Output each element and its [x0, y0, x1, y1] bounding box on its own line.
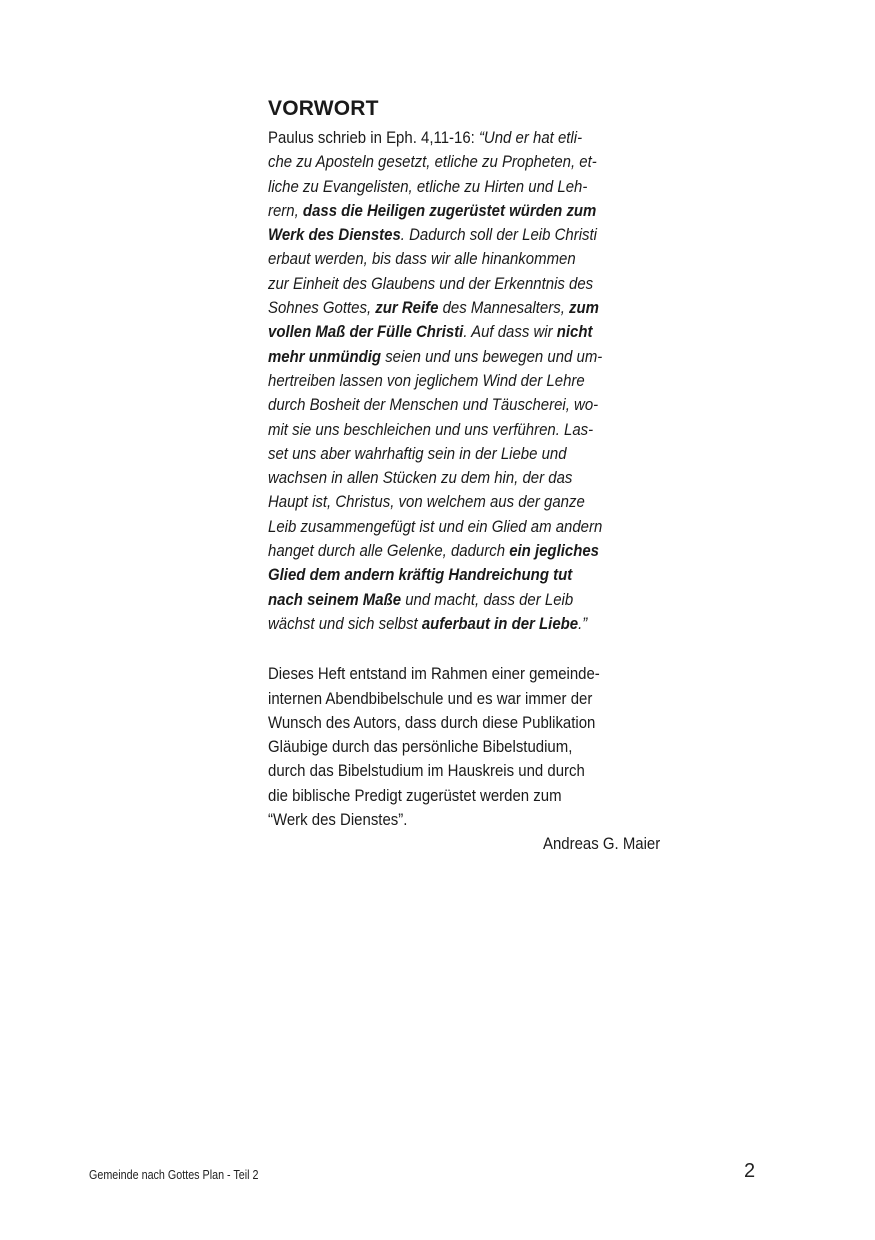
author-signature: Andreas G. Maier [542, 834, 660, 854]
quote-line: wächst und sich selbst auferbaut in der Liebe.” [268, 613, 588, 633]
quote-line: nach seinem Maße und macht, dass der Leib [268, 589, 574, 609]
quote-line: zur Einheit des Glaubens und der Erkenntnis des [268, 273, 594, 293]
paragraph-line: Gläubige durch das persönliche Bibelstudium, [268, 737, 573, 757]
quote-line: mehr unmündig seien und uns bewegen und um- [268, 346, 603, 366]
paragraph-line: Wunsch des Autors, dass durch diese Publikation [268, 712, 596, 732]
paragraph-line: “Werk des Dienstes”. [268, 810, 408, 830]
quote-line: Glied dem andern kräftig Handreichung tut [268, 565, 573, 585]
quote-line: wachsen in allen Stücken zu dem hin, der das [268, 468, 573, 488]
paragraph-line: internen Abendbibelschule und es war immer der [268, 688, 593, 708]
page-number: 2 [744, 1160, 756, 1182]
quote-line: Sohnes Gottes, zur Reife des Mannesalters, zum [268, 298, 599, 318]
quote-line: durch Bosheit der Menschen und Täuscherei, wo- [268, 395, 599, 415]
quote-line: Haupt ist, Christus, von welchem aus der ganze [268, 492, 585, 512]
main-content [268, 94, 668, 858]
quote-line: vollen Maß der Fülle Christi. Auf dass wir nicht [268, 322, 593, 342]
footer-title: Gemeinde nach Gottes Plan - Teil 2 [89, 1168, 259, 1182]
paragraph-line: durch das Bibelstudium im Hauskreis und durch [268, 761, 585, 781]
quote-line: Paulus schrieb in Eph. 4,11-16: “Und er hat etli- [268, 128, 583, 147]
quote-line: rern, dass die Heiligen zugerüstet würden zum [268, 200, 597, 220]
paragraph-line: Dieses Heft entstand im Rahmen einer gemeinde- [268, 664, 600, 684]
quote-line: liche zu Evangelisten, etliche zu Hirten und Leh- [268, 176, 588, 196]
quote-line: che zu Aposteln gesetzt, etliche zu Propheten, et- [268, 152, 597, 172]
quote-line: mit sie uns beschleichen und uns verführen. Las- [268, 419, 594, 439]
quote-line: Leib zusammengefügt ist und ein Glied am andern [268, 516, 603, 536]
intro-paragraph [268, 662, 668, 832]
page-title: VORWORT [268, 97, 379, 120]
quote-line: hanget durch alle Gelenke, dadurch ein jegliches [268, 541, 599, 561]
paragraph-line: die biblische Predigt zugerüstet werden zum [268, 785, 562, 805]
quote-line: set uns aber wahrhaftig sein in der Liebe und [268, 443, 567, 463]
quote-line: Werk des Dienstes. Dadurch soll der Leib Christi [268, 225, 597, 245]
bible-quote [268, 126, 668, 636]
quote-line: hertreiben lassen von jeglichem Wind der Lehre [268, 370, 585, 390]
quote-line: erbaut werden, bis dass wir alle hinankommen [268, 249, 576, 269]
